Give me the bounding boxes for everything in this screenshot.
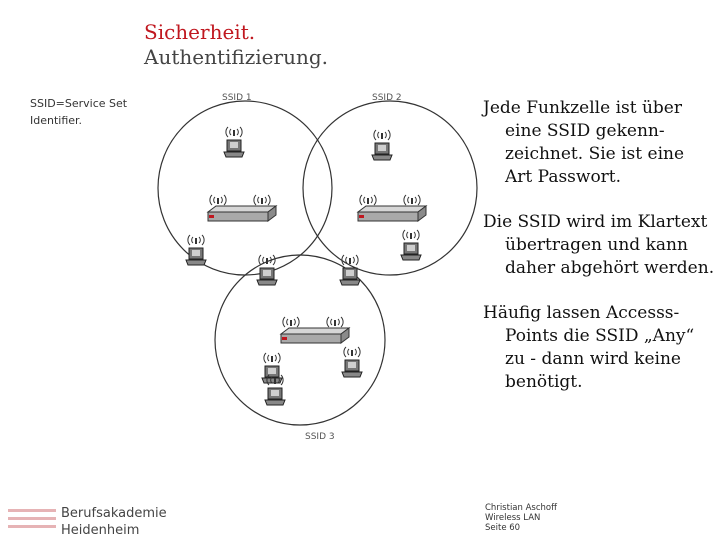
computer-icon [340, 255, 360, 285]
computer-icon [224, 127, 244, 157]
title-line-1: Sicherheit. [144, 20, 256, 44]
footer-author: Christian Aschoff [485, 503, 557, 513]
logo-line-1: Berufsakademie [61, 506, 167, 521]
footer-page: Seite 60 [485, 523, 521, 533]
ssid1-cell [158, 101, 332, 275]
ba-logo-icon [8, 505, 58, 533]
ssid3-label: SSID 3 [305, 432, 335, 442]
bullet-item: Jede Funkzelle ist über eine SSID gekenn-zeichnet. Sie ist eine Art Passwort. [483, 98, 685, 187]
bullet-item: Die SSID wird im Klartext übertragen und kann daher abgehört werden. [483, 212, 715, 278]
access-point-2 [358, 195, 426, 221]
computer-icon [401, 230, 421, 260]
bullet-list [483, 97, 715, 416]
access-point-3 [281, 317, 349, 343]
logo-line-2: Heidenheim [61, 523, 140, 538]
bullet-item: Häufig lassen Accesss-Points die SSID „Any“ zu - dann wird keine benötigt. [483, 303, 695, 392]
computer-icon [342, 347, 362, 377]
title-line-2: Authentifizierung. [144, 45, 328, 69]
ssid2-label: SSID 2 [372, 93, 402, 103]
ssid1-label: SSID 1 [222, 93, 252, 103]
ssid2-cell [303, 101, 477, 275]
slide-title [144, 20, 328, 70]
footer-course: Wireless LAN [485, 513, 541, 523]
ba-logo-text [61, 505, 167, 539]
ssid-cells-diagram [150, 90, 485, 450]
ssid-note: SSID=Service Set Identifier. [30, 97, 128, 127]
slide-footer-info [485, 503, 557, 533]
access-point-1 [208, 195, 276, 221]
computer-icon [372, 130, 392, 160]
computer-icon [186, 235, 206, 265]
